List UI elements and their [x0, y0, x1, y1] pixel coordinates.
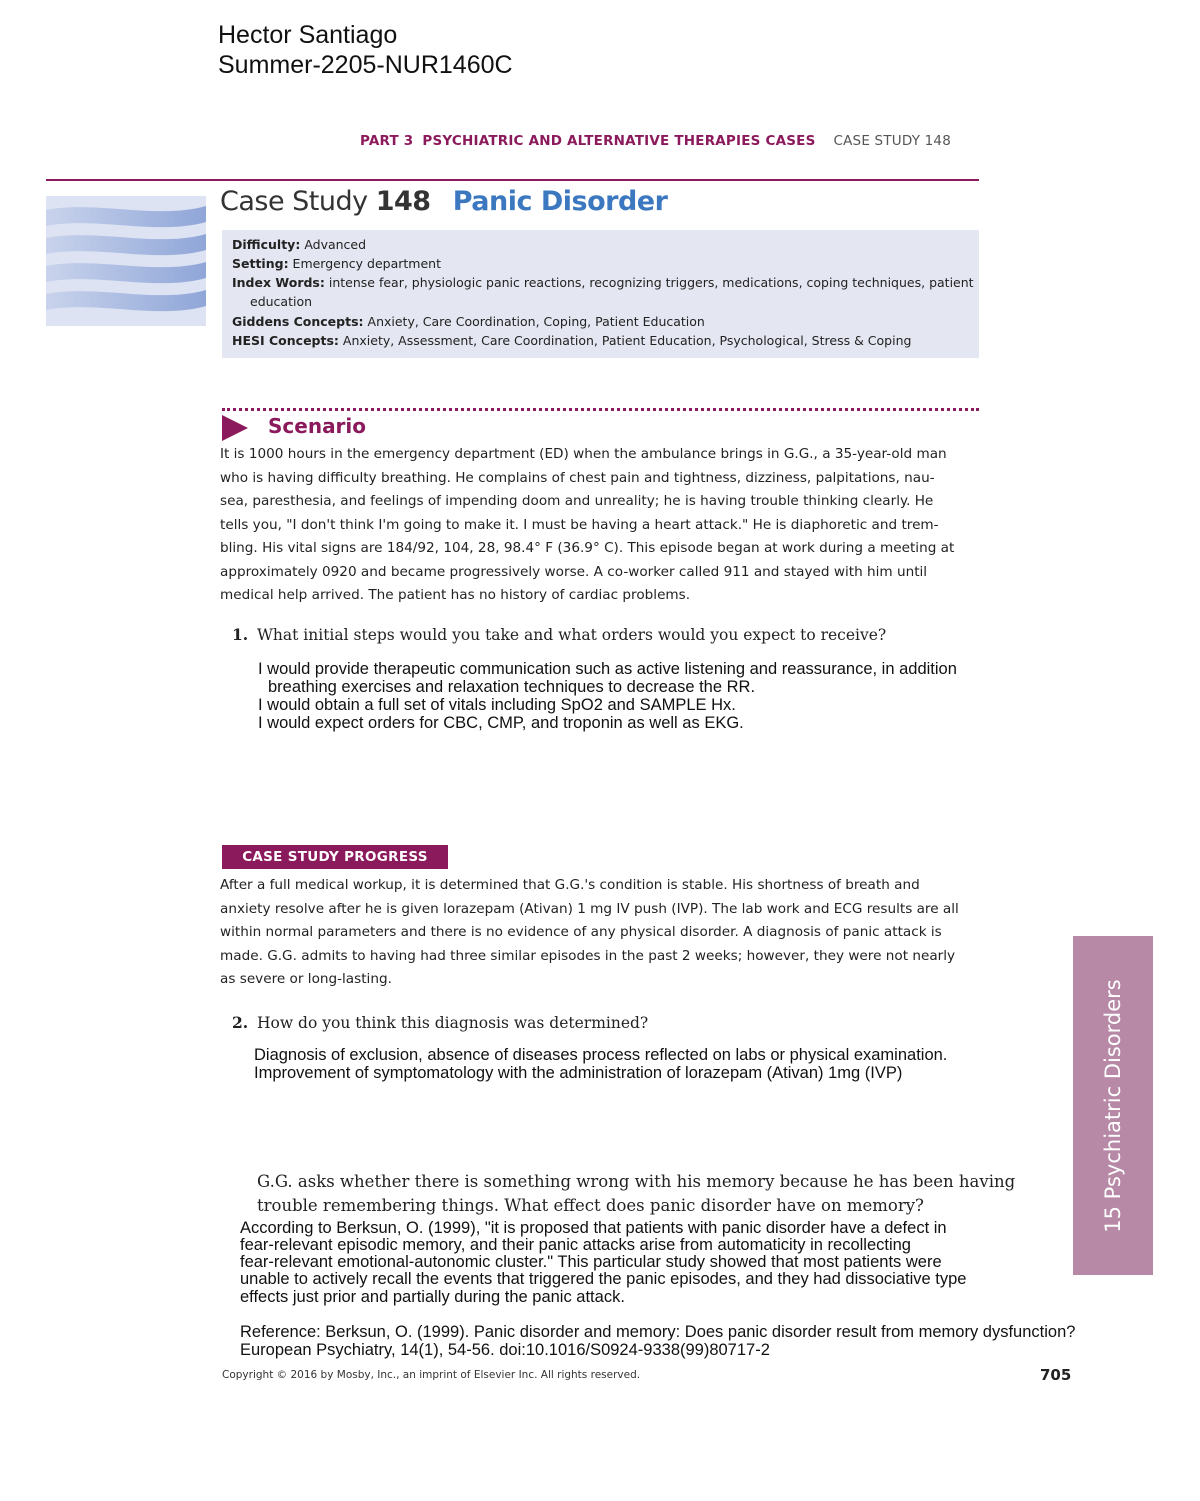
index-words-value: intense fear, physiologic panic reactions, recognizing triggers, medications, coping techniques, patient	[328, 275, 974, 290]
index-words-line	[232, 275, 974, 290]
scenario-line: It is 1000 hours in the emergency department (ED) when the ambulance brings in G.G., a 35-year-old man	[220, 446, 947, 462]
answer-3-line: According to Berksun, O. (1999), "it is proposed that patients with panic disorder have a defect in	[240, 1219, 947, 1237]
hesi-label: HESI Concepts:	[232, 333, 339, 348]
scenario-line: approximately 0920 and became progressively worse. A co-worker called 911 and stayed with him until	[220, 563, 928, 580]
progress-line: within normal parameters and there is no evidence of any physical disorder. A diagnosis of panic attack is	[220, 924, 942, 940]
answer-3-line: fear-relevant episodic memory, and their panic attacks arise from automaticity in recollecting	[240, 1236, 911, 1254]
scenario-line: who is having difficulty breathing. He complains of chest pain and tightness, dizziness, palpitations, nau-	[220, 469, 935, 486]
running-head	[360, 133, 951, 149]
running-head-case: CASE STUDY 148	[833, 133, 952, 149]
scenario-paragraph	[220, 443, 990, 608]
scenario-heading: Scenario	[268, 414, 367, 438]
progress-line: made. G.G. admits to having had three similar episodes in the past 2 weeks; however, they were not nearly	[220, 947, 956, 964]
difficulty-line	[232, 237, 366, 252]
answer-1-line: I would expect orders for CBC, CMP, and troponin as well as EKG.	[258, 714, 744, 732]
question-1-text: What initial steps would you take and what orders would you expect to receive?	[257, 626, 887, 644]
difficulty-label: Difficulty:	[232, 237, 301, 252]
scenario-line: tells you, "I don't think I'm going to make it. I must be having a heart attack." He is diaphoretic and trem-	[220, 516, 939, 533]
giddens-line	[232, 314, 705, 329]
reference-line: European Psychiatry, 14(1), 54-56. doi:10.1016/S0924-9338(99)80717-2	[240, 1341, 770, 1359]
student-name: Hector Santiago	[218, 21, 398, 49]
scenario-line: bling. His vital signs are 184/92, 104, 28, 98.4° F (36.9° C). This episode began at work during a meeting at	[220, 540, 955, 556]
answer-3-line: effects just prior and partially during the panic attack.	[240, 1288, 625, 1306]
case-title-number: 148	[375, 186, 431, 217]
progress-line: anxiety resolve after he is given lorazepam (Ativan) 1 mg IV push (IVP). The lab work and ECG results are all	[220, 900, 959, 917]
question-3-line: trouble remembering things. What effect does panic disorder have on memory?	[257, 1196, 924, 1215]
scenario-line: medical help arrived. The patient has no history of cardiac problems.	[220, 587, 691, 603]
index-words-continuation: education	[250, 294, 313, 309]
header-rule	[46, 179, 979, 181]
case-title-prefix: Case Study	[220, 186, 368, 217]
answer-3-line: unable to actively recall the events that triggered the panic episodes, and they had dissociative type	[240, 1270, 967, 1288]
progress-line: as severe or long-lasting.	[220, 971, 392, 987]
setting-value: Emergency department	[292, 256, 441, 271]
setting-label: Setting:	[232, 256, 289, 271]
progress-line: After a full medical workup, it is determined that G.G.'s condition is stable. His shortness of breath and	[220, 877, 920, 893]
chapter-side-tab-label: 15 Psychiatric Disorders	[1101, 979, 1125, 1233]
question-2-text: How do you think this diagnosis was determined?	[257, 1014, 649, 1032]
answer-1-line: breathing exercises and relaxation techniques to decrease the RR.	[268, 678, 756, 696]
case-title-topic: Panic Disorder	[452, 186, 668, 217]
giddens-value: Anxiety, Care Coordination, Coping, Patient Education	[367, 314, 705, 329]
scenario-line: sea, paresthesia, and feelings of impending doom and unreality; he is having trouble thinking clearly. He	[220, 493, 934, 509]
question-2	[232, 1013, 648, 1032]
question-3-line: G.G. asks whether there is something wrong with his memory because he has been having	[257, 1172, 1016, 1191]
index-words-label: Index Words:	[232, 275, 325, 290]
giddens-label: Giddens Concepts:	[232, 314, 364, 329]
question-2-number: 2.	[232, 1013, 249, 1032]
course-code: Summer-2205-NUR1460C	[218, 51, 513, 79]
scenario-arrow-icon	[222, 415, 248, 441]
running-head-section: PSYCHIATRIC AND ALTERNATIVE THERAPIES CASES	[422, 133, 816, 149]
running-head-part: PART 3	[360, 133, 414, 149]
copyright-notice: Copyright © 2016 by Mosby, Inc., an imprint of Elsevier Inc. All rights reserved.	[222, 1369, 641, 1381]
progress-paragraph	[220, 874, 990, 992]
setting-line	[232, 256, 441, 271]
scenario-dotted-rule	[222, 408, 979, 411]
case-title	[220, 186, 667, 217]
answer-2-line: Diagnosis of exclusion, absence of diseases process reflected on labs or physical examination.	[254, 1046, 948, 1064]
answer-1-line: I would obtain a full set of vitals including SpO2 and SAMPLE Hx.	[258, 696, 736, 714]
reference-line: Reference: Berksun, O. (1999). Panic disorder and memory: Does panic disorder result from memory dysfunction?	[240, 1323, 1076, 1341]
answer-2-line: Improvement of symptomatology with the administration of lorazepam (Ativan) 1mg (IVP)	[254, 1064, 903, 1082]
hesi-line	[232, 333, 911, 348]
page-number: 705	[1040, 1366, 1072, 1384]
case-info-box	[222, 230, 979, 358]
answer-3-line: fear-relevant emotional-autonomic cluster." This particular study showed that most patients were	[240, 1253, 942, 1271]
hesi-value: Anxiety, Assessment, Care Coordination, Patient Education, Psychological, Stress & Coping	[342, 333, 912, 348]
decorative-wave-graphic	[46, 196, 206, 326]
difficulty-value: Advanced	[304, 237, 367, 252]
question-1-number: 1.	[232, 625, 249, 644]
question-1	[232, 625, 886, 644]
chapter-side-tab	[1073, 936, 1153, 1275]
case-study-progress-heading: CASE STUDY PROGRESS	[222, 845, 448, 869]
answer-1-line: I would provide therapeutic communication such as active listening and reassurance, in addition	[258, 660, 957, 678]
